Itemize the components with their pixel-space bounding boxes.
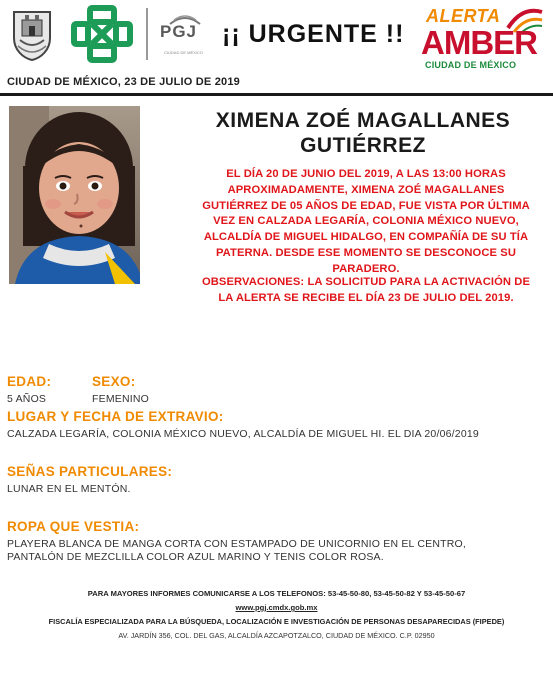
amber-logo-amber: AMBER	[421, 24, 537, 61]
website-link[interactable]: www.pgj.cmdx.gob.mx	[235, 603, 318, 612]
cdmx-knot-logo-icon	[70, 4, 134, 64]
marks-value: LUNAR EN EL MENTÓN.	[7, 483, 131, 495]
place-date-value: CALZADA LEGARÍA, COLONIA MÉXICO NUEVO, ALCALDÍA DE MIGUEL HI. EL DIA 20/06/2019	[7, 428, 479, 440]
poster-header	[0, 0, 553, 70]
sex-label: SEXO:	[92, 374, 136, 389]
cdmx-coat-of-arms-icon	[10, 6, 54, 62]
contact-phones: PARA MAYORES INFORMES COMUNICARSE A LOS TELEFONOS: 53-45-50-80, 53-45-50-82 Y 53-45-50-67	[87, 589, 466, 598]
clothing-value-line-1: PLAYERA BLANCA DE MANGA CORTA CON ESTAMPADO DE UNICORNIO EN EL CENTRO,	[7, 538, 466, 550]
missing-child-photo	[9, 106, 140, 284]
clothing-value-line-2: PANTALÓN DE MEZCLILLA COLOR AZUL MARINO Y TENIS COLOR ROSA.	[7, 551, 384, 563]
urgent-title: ¡¡ URGENTE !!	[222, 20, 405, 48]
marks-label: SEÑAS PARTICULARES:	[7, 464, 173, 479]
sex-value: FEMENINO	[92, 393, 150, 405]
age-value: 5 AÑOS	[7, 393, 47, 405]
amber-logo-city: CIUDAD DE MÉXICO	[425, 60, 517, 70]
pgj-logo-text: PGJ	[160, 22, 198, 41]
fiscalia-address: AV. JARDÍN 356, COL. DEL GAS, ALCALDÍA AZCAPOTZALCO, CIUDAD DE MÉXICO. C.P. 02950	[118, 631, 435, 640]
observations: OBSERVACIONES: LA SOLICITUD PARA LA ACTIVACIÓN DE LA ALERTA SE RECIBE EL DÍA 23 DE JULIO DEL 2019.	[201, 276, 531, 304]
incident-description: EL DÍA 20 DE JUNIO DEL 2019, A LAS 13:00 HORAS APROXIMADAMENTE, XIMENA ZOÉ MAGALLANES GUTIÉRREZ DE 05 AÑOS DE EDAD, FUE VISTA POR ÚLTIMA VEZ EN CALZADA LEGARÍA, COLONIA MÉXICO NUEVO, ALCALDÍA DE MIGUEL HIDALGO, EN COMPAÑÍA DE SU TÍA PATERNA. DESDE ESE MOMENTO SE DESCONOCE SU PARADERO.	[202, 168, 530, 275]
name-line-2: GUTIÉRREZ	[300, 134, 426, 157]
dateline: CIUDAD DE MÉXICO, 23 DE JULIO DE 2019	[7, 76, 240, 88]
header-divider	[146, 8, 148, 60]
fiscalia-name: FISCALÍA ESPECIALIZADA PARA LA BÚSQUEDA, LOCALIZACIÓN E INVESTIGACIÓN DE PERSONAS DESAPARECIDAS (FIPEDE)	[48, 617, 505, 626]
amber-logo-alerta: ALERTA	[426, 6, 501, 26]
pgj-logo-subtitle: CIUDAD DE MÉXICO	[164, 50, 203, 55]
clothing-label: ROPA QUE VESTIA:	[7, 519, 140, 534]
missing-person-name	[190, 108, 536, 158]
name-line-1: XIMENA ZOÉ MAGALLANES	[215, 109, 511, 132]
place-date-label: LUGAR Y FECHA DE EXTRAVIO:	[7, 409, 224, 424]
header-rule	[0, 93, 553, 96]
age-label: EDAD:	[7, 374, 52, 389]
